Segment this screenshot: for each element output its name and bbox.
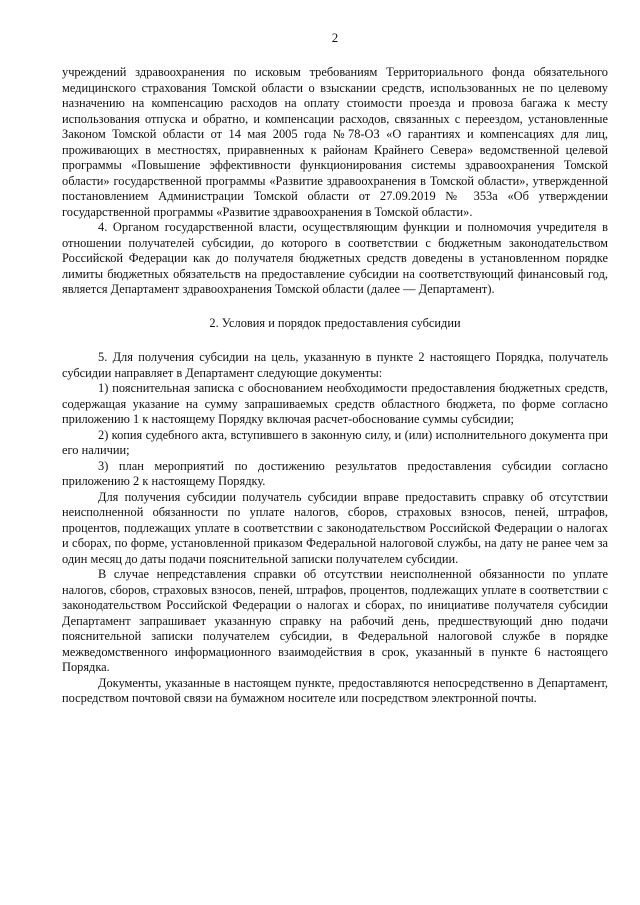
paragraph-item-4: 4. Органом государственной власти, осуществляющим функции и полномочия учредителя в отношении получателей субсидии, до которого в соответствии с бюджетным законодательством Российской Федерации как до получателя бюджетных средств доведены в установленном порядке лимиты бюджетных обязательств на предоставление субсидии на соответствующий финансовый год, является Департамент здравоохранения Томской области (далее — Департамент). <box>62 220 608 296</box>
list-item-2: 2) копия судебного акта, вступившего в законную силу, и (или) исполнительного документа при его наличии; <box>62 427 608 457</box>
paragraph-item-5: 5. Для получения субсидии на цель, указанную в пункте 2 настоящего Порядка, получатель субсидии направляет в Департамент следующие документы: <box>62 350 608 380</box>
paragraph-continuation: учреждений здравоохранения по исковым требованиям Территориального фонда обязательного медицинского страхования Томской области о взыскании средств, использованных не по целевому назначению на компенсацию расходов на оплату стоимости проезда и провоза багажа к месту использования отпуска и обратно, и компенсации расходов, связанных с переездом, установленные Законом Томской области от 14 мая 2005 года №78-ОЗ «О гарантиях и компенсациях для лиц, проживающих в местностях, приравненных к районам Крайнего Севера» ведомственной целевой программы «Повышение эффективности функционирования системы здравоохранения Томской области» государственной программы «Развитие здравоохранения в Томской области», утвержденной постановлением Администрации Томской области от 27.09.2019 № 353а «Об утверждении государственной программы «Развитие здравоохранения в Томской области». <box>62 65 608 219</box>
list-item-1: 1) пояснительная записка с обоснованием необходимости предоставления бюджетных средств, содержащая указание на сумму запрашиваемых средств областного бюджета, по форме согласно приложению 1 к настоящему Порядку включая расчет-обоснование суммы субсидии; <box>62 381 608 426</box>
paragraph-documents-submission: Документы, указанные в настоящем пункте, предоставляются непосредственно в Департамент, посредством почтовой связи на бумажном носителе или посредством электронной почты. <box>62 675 608 705</box>
page-number: 2 <box>331 30 339 45</box>
list-item-3: 3) план мероприятий по достижению результатов предоставления субсидии согласно приложению 2 к настоящему Порядку. <box>62 458 608 488</box>
section-title: 2. Условия и порядок предоставления субсидии <box>209 315 461 330</box>
paragraph-no-certificate: В случае непредставления справки об отсутствии неисполненной обязанности по уплате налогов, сборов, страховых взносов, пеней, штрафов, процентов, подлежащих уплате в соответствии с законодательством Российской Федерации о налогах и сборах, по инициативе получателя субсидии Департамент запрашивает указанную справку на рабочий день, предшествующий дню подачи пояснительной записки получателем субсидии, в Федеральной налоговой службе в порядке межведомственного информационного взаимодействия в срок, указанный в пункте 6 настоящего Порядка. <box>62 567 608 674</box>
document-page <box>62 30 608 707</box>
paragraph-certificate: Для получения субсидии получатель субсидии вправе предоставить справку об отсутствии неисполненной обязанности по уплате налогов, сборов, страховых взносов, пеней, штрафов, процентов, подлежащих уплате в соответствии с законодательством Российской Федерации о налогах и сборах, по форме, установленной приказом Федеральной налоговой службы, на дату не ранее чем за один месяц до даты подачи пояснительной записки получателем субсидии. <box>62 489 608 566</box>
